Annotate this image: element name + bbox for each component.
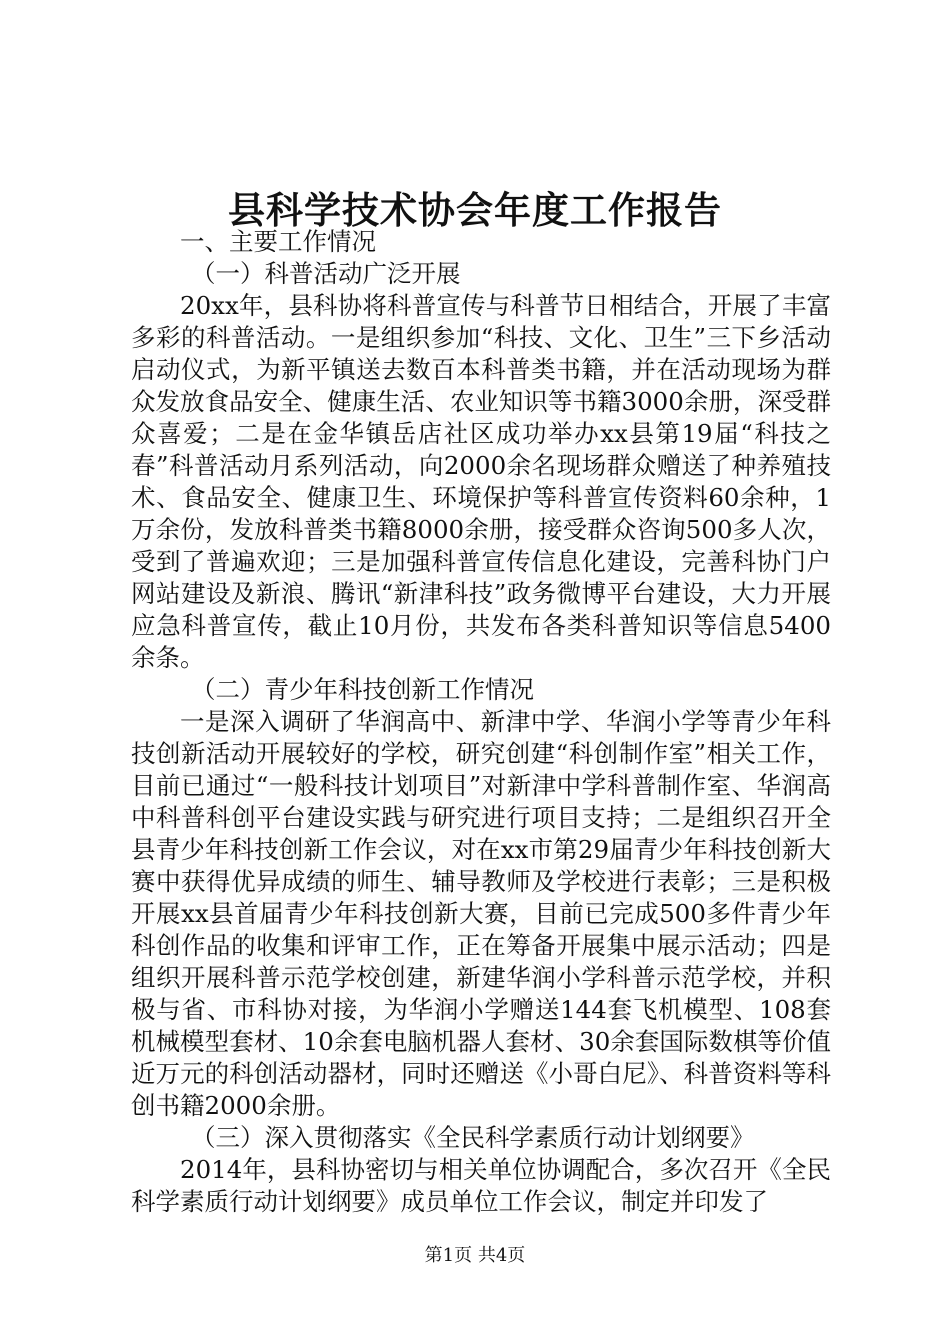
paragraph-youth-innovation: 一是深入调研了华润高中、新津中学、华润小学等青少年科技创新活动开展较好的学校，研究创建“科创制作室”相关工作，目前已通过“一般科技计划项目”对新津中学科普制作室、华润高中科普科创平台建设实践与研究进行项目支持；二是组织召开全县青少年科技创新工作会议，对在xx市第29届青少年科技创新大赛中获得优异成绩的师生、辅导教师及学校进行表彰；三是积极开展xx县首届青少年科技创新大赛，目前已完成500多件青少年科创作品的收集和评审工作，正在筹备开展集中展示活动；四是组织开展科普示范学校创建，新建华润小学科普示范学校，并积极与省、市科协对接，为华润小学赠送144套飞机模型、108套机械模型套材、10余套电脑机器人套材、30余套国际数棋等价值近万元的科创活动器材，同时还赠送《小哥白尼》、科普资料等科创书籍2000余册。: [131, 707, 831, 1120]
document-body: [131, 226, 831, 1218]
paragraph-science-activities: 20xx年，县科协将科普宣传与科普节日相结合，开展了丰富多彩的科普活动。一是组织参加“科技、文化、卫生”三下乡活动启动仪式，为新平镇送去数百本科普类书籍，并在活动现场为群众发放食品安全、健康生活、农业知识等书籍3000余册，深受群众喜爱；二是在金华镇岳店社区成功举办xx县第19届“科技之春”科普活动月系列活动，向2000余名现场群众赠送了种养殖技术、食品安全、健康卫生、环境保护等科普宣传资料60余种，1万余份，发放科普类书籍8000余册，接受群众咨询500多人次，受到了普遍欢迎；三是加强科普宣传信息化建设，完善科协门户网站建设及新浪、腾讯“新津科技”政务微博平台建设，大力开展应急科普宣传，截止10月份，共发布各类科普知识等信息5400余条。: [131, 291, 831, 672]
subheading-youth-innovation: （二）青少年科技创新工作情况: [191, 675, 534, 704]
subheading-science-activities: （一）科普活动广泛开展: [191, 259, 461, 288]
document-title: 县科学技术协会年度工作报告: [228, 188, 722, 232]
page-number-footer: 第1页 共4页: [424, 1245, 526, 1266]
section-heading-main-work: 一、主要工作情况: [180, 227, 376, 256]
paragraph-science-literacy: 2014年，县科协密切与相关单位协调配合，多次召开《全民科学素质行动计划纲要》成员单位工作会议，制定并印发了: [131, 1155, 831, 1216]
subheading-science-literacy: （三）深入贯彻落实《全民科学素质行动计划纲要》: [191, 1123, 755, 1152]
